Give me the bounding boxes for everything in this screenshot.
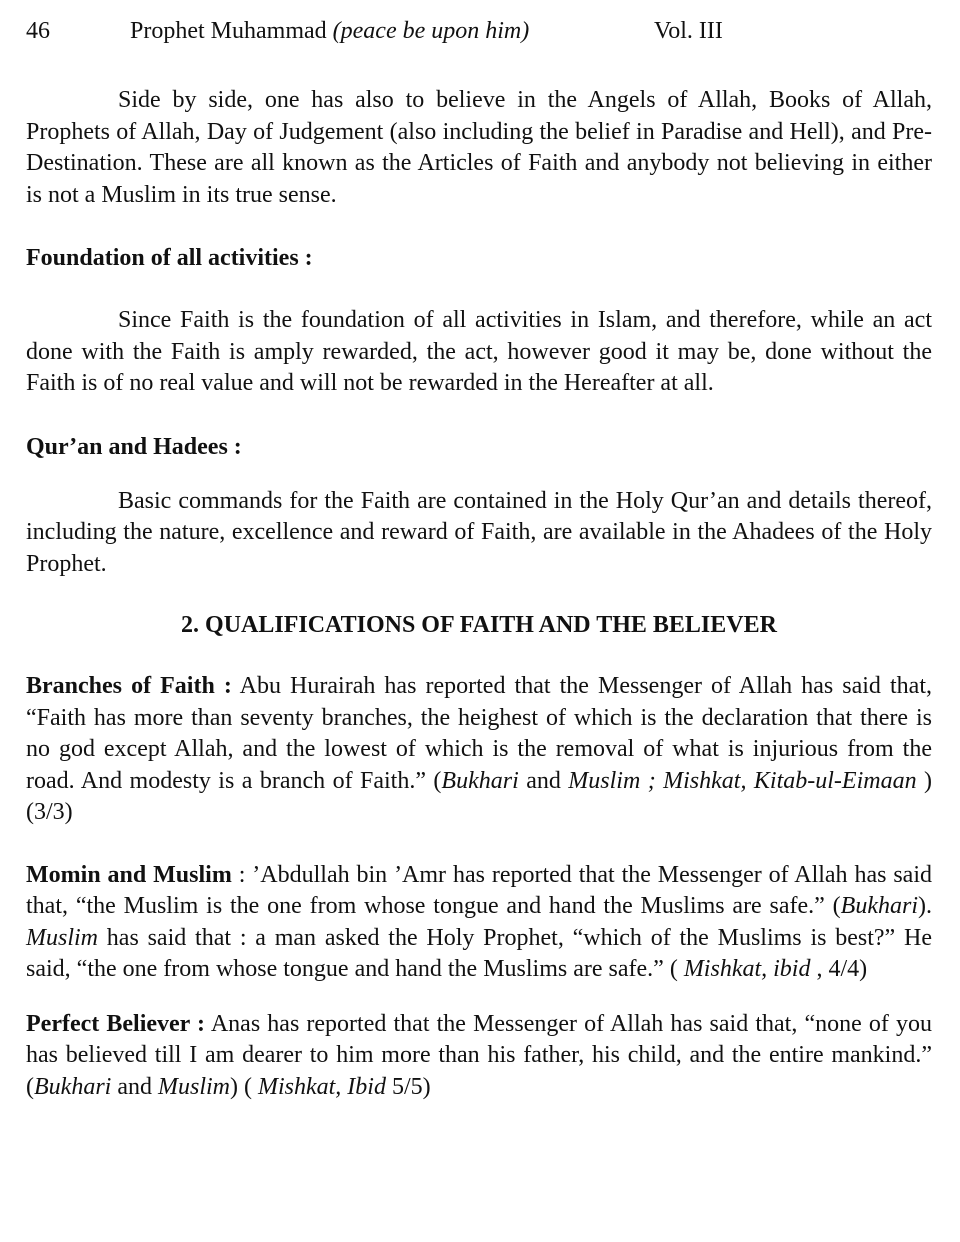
branches-ref-close: ) (3/3)	[26, 767, 932, 825]
perfect-paragraph	[26, 1009, 932, 1104]
foundation-paragraph: Since Faith is the foundation of all activities in Islam, and therefore, while an act done with the Faith is amply rewarded, the act, however good it may be, done without the Faith is of no real value and will not be rewarded in the Hereafter at all.	[26, 307, 932, 396]
quran-paragraph: Basic commands for the Faith are contained in the Holy Qur’an and details thereof, including the nature, excellence and reward of Faith, are available in the Ahadees of the Holy Prophet.	[26, 487, 932, 577]
momin-ref-close: , 4/4)	[810, 956, 868, 982]
foundation-heading: Foundation of all activities :	[26, 245, 313, 271]
perfect-ref-muslim: Muslim	[157, 1073, 230, 1100]
branches-paragraph	[26, 671, 932, 829]
momin-paragraph	[26, 860, 932, 986]
branches-ref-open: (	[433, 767, 442, 794]
perfect-text-1: Anas has reported that the Messenger of Allah has said that, “none of you has believed till I am dearer to him more than his father, his child, and the entire mankind.” (	[26, 1010, 933, 1100]
momin-text-3: has said that : a man asked the Holy Prophet, “which of the Muslims is best?” He said, “the one from whose tongue and hand the Muslims are safe.” (	[26, 924, 932, 982]
branches-ref-mishkat: Muslim ; Mishkat, Kitab-ul-Eimaan	[568, 767, 917, 794]
perfect-text-2: ) (	[229, 1073, 258, 1100]
branches-ref-bukhari: Bukhari	[441, 767, 519, 794]
branches-label: Branches of Faith :	[26, 673, 232, 699]
intro-paragraph: Side by side, one has also to believe in the Angels of Allah, Books of Allah, Prophets of Allah, Day of Judgement (also including the belief in Paradise and Hell), and Pre-Destination. These are all known as the Articles of Faith and anybody not believing in either is not a Muslim in its true sense.	[26, 87, 932, 208]
momin-label: Momin and Muslim	[26, 861, 232, 888]
momin-muslim: Muslim	[26, 924, 98, 951]
momin-ref-mishkat: Mishkat, ibid	[683, 956, 811, 982]
section-heading: 2. QUALIFICATIONS OF FAITH AND THE BELIEVER	[181, 612, 777, 638]
perfect-ref-mishkat: Mishkat, Ibid	[257, 1073, 386, 1100]
running-title-italic: (peace be upon him)	[332, 18, 530, 44]
running-title	[130, 18, 529, 45]
perfect-ref-close: 5/5)	[385, 1073, 431, 1100]
momin-ref-bukhari: Bukhari	[840, 893, 918, 919]
perfect-label: Perfect Believer :	[26, 1010, 206, 1037]
page-header	[26, 18, 932, 54]
branches-ref-and: and	[518, 767, 569, 794]
branches-text: Abu Hurairah has reported that the Messenger of Allah has said that, “Faith has more than seventy branches, the heighest of which is the declaration that there is no god except Allah, and the lowest of which is the removal of what is injurious from the road. And modesty is a branch of Faith.”	[26, 673, 932, 794]
perfect-ref-bukhari: Bukhari	[34, 1073, 112, 1100]
perfect-ref-and: and	[111, 1073, 158, 1100]
running-title-main: Prophet Muhammad	[130, 18, 327, 44]
momin-text-1: : ’Abdullah bin ’Amr has reported that the Messenger of Allah has said that, “the Muslim is the one from whose tongue and hand the Muslims are safe.” (	[26, 861, 933, 919]
quran-heading: Qur’an and Hadees :	[26, 433, 242, 460]
document-page	[26, 18, 932, 1103]
volume-label: Vol. III	[654, 18, 723, 44]
page-number: 46	[26, 18, 50, 44]
momin-text-2: ).	[918, 893, 932, 919]
